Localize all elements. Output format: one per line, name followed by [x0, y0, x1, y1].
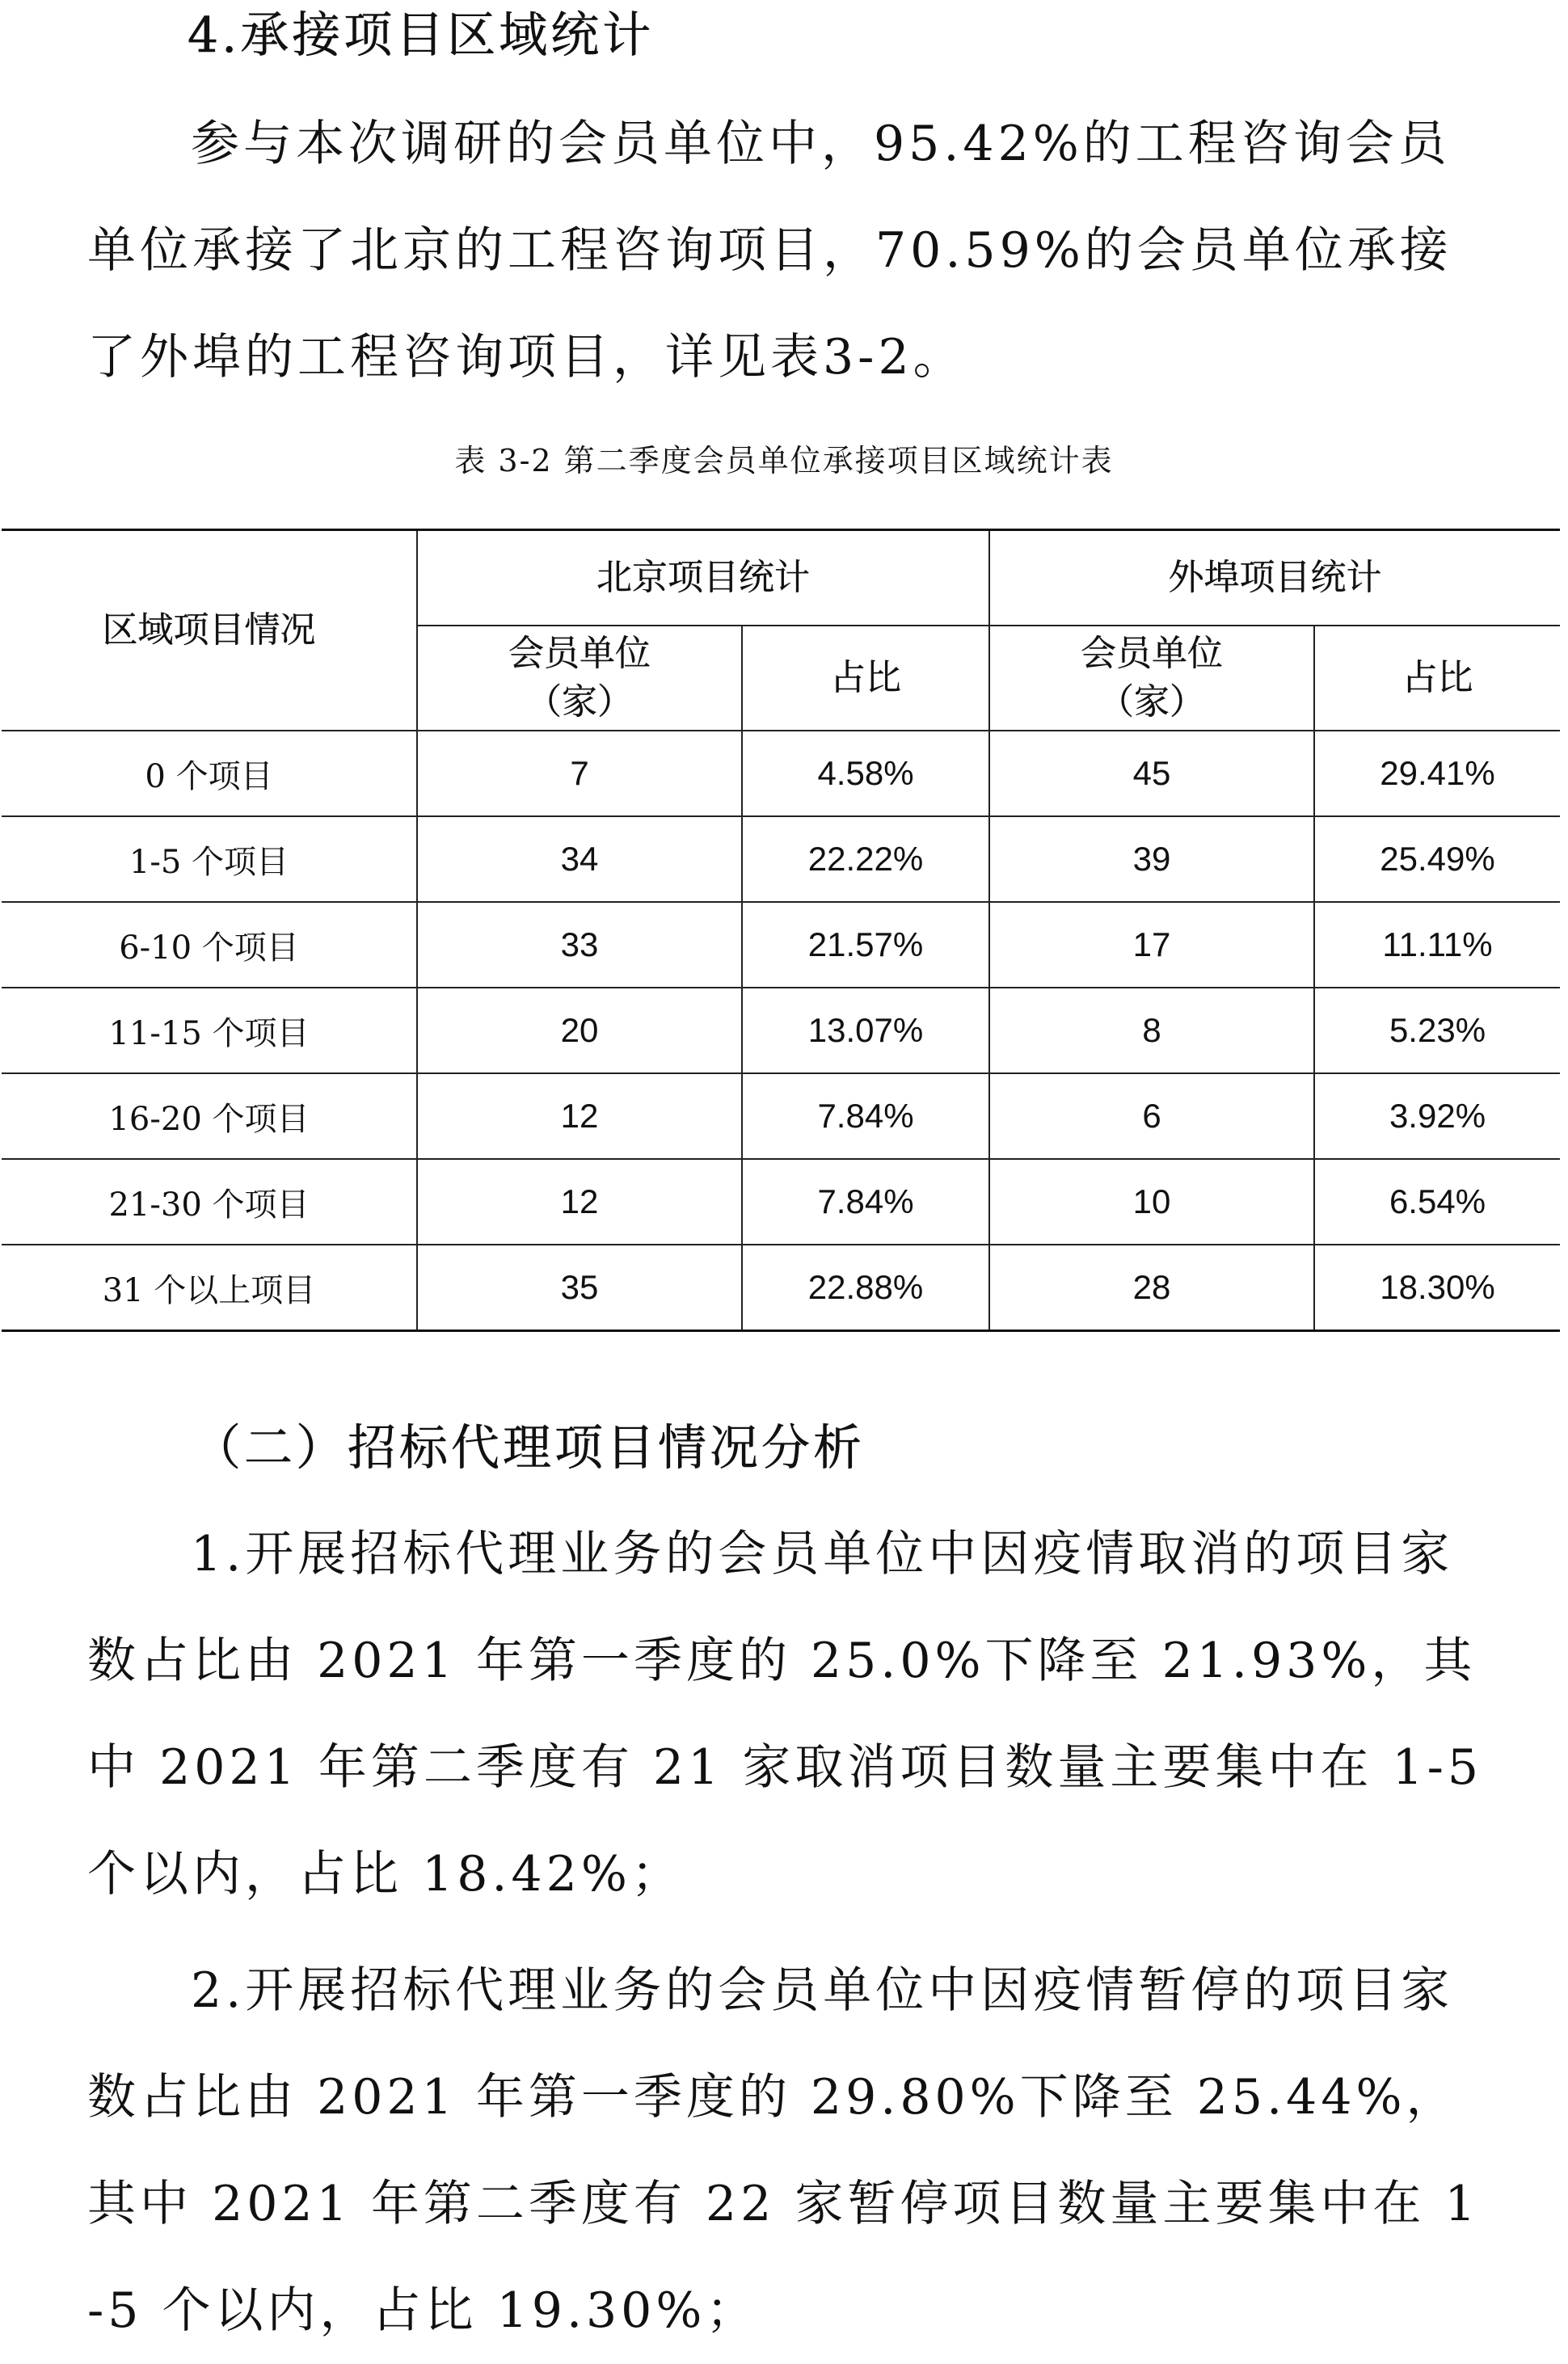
beijing-units-cell: 35: [417, 1245, 742, 1331]
beijing-units-cell: 7: [417, 731, 742, 816]
beijing-ratio-cell: 22.88%: [742, 1245, 989, 1331]
table-row: [2, 1245, 1560, 1331]
table-row: [2, 1159, 1560, 1245]
category-cell: 31 个以上项目: [2, 1245, 417, 1331]
table-row: [2, 731, 1560, 816]
table-row: [2, 816, 1560, 902]
beijing-units-header: [417, 626, 742, 731]
units-unit-label: （家）: [526, 681, 633, 723]
outside-ratio-cell: 25.49%: [1314, 816, 1560, 902]
table-row: [2, 902, 1560, 988]
category-cell: 6-10 个项目: [2, 902, 417, 988]
outside-units-cell: 28: [989, 1245, 1314, 1331]
outside-ratio-cell: 11.11%: [1314, 902, 1560, 988]
units-label: 会员单位: [1081, 633, 1223, 674]
bidding-paragraph-cancelled: 1.开展招标代理业务的会员单位中因疫情取消的项目家数占比由 2021 年第一季度的 25.0%下降至 21.93%，其中 2021 年第二季度有 21 家取消项目数量主要集中在 1-5 个以内，占比 18.42%；: [87, 1526, 1483, 1903]
table-row: [2, 988, 1560, 1073]
category-cell: 21-30 个项目: [2, 1159, 417, 1245]
outside-units-cell: 10: [989, 1159, 1314, 1245]
category-cell: 11-15 个项目: [2, 988, 417, 1073]
outside-group-header: 外埠项目统计: [989, 530, 1560, 626]
units-unit-label: （家）: [1098, 681, 1205, 723]
outside-units-header: [989, 626, 1314, 731]
section-heading-regional-stats: 4.承接项目区域统计: [188, 7, 655, 64]
beijing-ratio-cell: 7.84%: [742, 1159, 989, 1245]
row-header-cell: 区域项目情况: [2, 530, 417, 731]
bidding-paragraph-suspended: 2.开展招标代理业务的会员单位中因疫情暂停的项目家数占比由 2021 年第一季度的 29.80%下降至 25.44%，其中 2021 年第二季度有 22 家暂停项目数量主要集中在 1-5 个以内，占比 19.30%；: [87, 1962, 1480, 2339]
beijing-units-cell: 12: [417, 1159, 742, 1245]
outside-ratio-cell: 3.92%: [1314, 1073, 1560, 1159]
table-caption: 表 3-2 第二季度会员单位承接项目区域统计表: [454, 443, 1114, 478]
outside-units-cell: 8: [989, 988, 1314, 1073]
units-label: 会员单位: [508, 633, 651, 674]
outside-units-cell: 45: [989, 731, 1314, 816]
beijing-ratio-cell: 4.58%: [742, 731, 989, 816]
outside-ratio-cell: 6.54%: [1314, 1159, 1560, 1245]
regional-project-stats-table: [2, 529, 1560, 1332]
beijing-ratio-header: 占比: [742, 626, 989, 731]
outside-ratio-cell: 18.30%: [1314, 1245, 1560, 1331]
beijing-units-cell: 20: [417, 988, 742, 1073]
outside-units-cell: 39: [989, 816, 1314, 902]
beijing-units-cell: 33: [417, 902, 742, 988]
beijing-group-header: 北京项目统计: [417, 530, 989, 626]
category-cell: 16-20 个项目: [2, 1073, 417, 1159]
beijing-units-cell: 12: [417, 1073, 742, 1159]
table-row: [2, 1073, 1560, 1159]
regional-summary-paragraph: 参与本次调研的会员单位中，95.42%的工程咨询会员单位承接了北京的工程咨询项目，70.59%的会员单位承接了外埠的工程咨询项目，详见表3-2。: [87, 116, 1452, 386]
outside-ratio-cell: 5.23%: [1314, 988, 1560, 1073]
category-cell: 0 个项目: [2, 731, 417, 816]
outside-ratio-header: 占比: [1314, 626, 1560, 731]
section-heading-bidding-agency: （二）招标代理项目情况分析: [192, 1420, 865, 1477]
outside-ratio-cell: 29.41%: [1314, 731, 1560, 816]
outside-units-cell: 17: [989, 902, 1314, 988]
beijing-ratio-cell: 21.57%: [742, 902, 989, 988]
beijing-ratio-cell: 7.84%: [742, 1073, 989, 1159]
table-header-row: [2, 530, 1560, 626]
beijing-units-cell: 34: [417, 816, 742, 902]
beijing-ratio-cell: 22.22%: [742, 816, 989, 902]
outside-units-cell: 6: [989, 1073, 1314, 1159]
beijing-ratio-cell: 13.07%: [742, 988, 989, 1073]
category-cell: 1-5 个项目: [2, 816, 417, 902]
